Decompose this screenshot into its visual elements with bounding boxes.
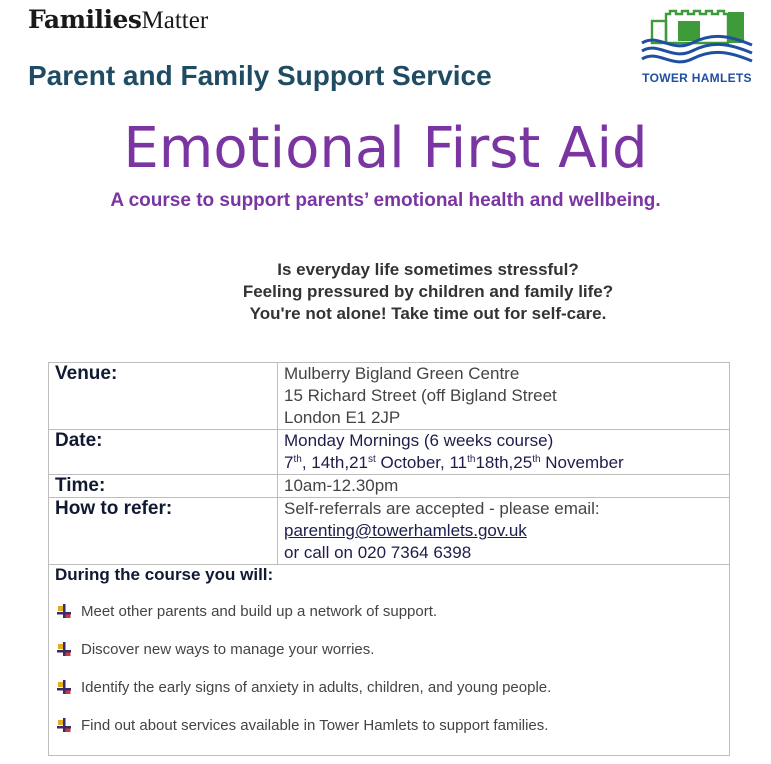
list-item-text: Meet other parents and build up a network of support.: [81, 603, 438, 620]
time-row: [49, 475, 730, 498]
date-dates: [284, 452, 723, 474]
cross-bullet-icon: [57, 604, 71, 618]
intro-line: Feeling pressured by children and family life?: [242, 282, 614, 301]
refer-phone: or call on 020 7364 6398: [284, 543, 472, 562]
service-title: Parent and Family Support Service: [28, 60, 492, 91]
date-part: 18th,25: [475, 453, 533, 472]
time-value: 10am-12.30pm: [278, 475, 730, 498]
date-suffix: th: [293, 454, 302, 465]
list-item: [55, 603, 723, 641]
date-line: Monday Mornings (6 weeks course): [284, 431, 554, 450]
venue-line: 15 Richard Street (off Bigland Street: [284, 386, 557, 405]
list-item-text: Discover new ways to manage your worries.: [81, 641, 375, 658]
cross-bullet-icon: [57, 680, 71, 694]
date-part: November: [540, 453, 624, 472]
course-row: [49, 565, 730, 756]
refer-label: How to refer:: [49, 498, 278, 565]
refer-line: Self-referrals are accepted - please email:: [284, 499, 600, 518]
date-part: , 14th,21: [301, 453, 368, 472]
course-heading: During the course you will:: [55, 565, 274, 584]
venue-value: [278, 363, 730, 430]
list-item: [55, 717, 723, 755]
time-label: Time:: [49, 475, 278, 498]
tower-hamlets-logo: [636, 7, 758, 89]
refer-email-link[interactable]: parenting@towerhamlets.gov.uk: [284, 521, 527, 540]
list-item-text: Identify the early signs of anxiety in adults, children, and young people.: [81, 679, 552, 696]
cross-bullet-icon: [57, 642, 71, 656]
logo-text: TOWER HAMLETS: [642, 71, 752, 85]
intro-line: You're not alone! Take time out for self-care.: [249, 304, 607, 323]
families-matter-brand: [28, 5, 208, 35]
venue-label: Venue:: [49, 363, 278, 430]
brand-matter: Matter: [141, 7, 209, 34]
list-item-text: Find out about services available in Tower Hamlets to support families.: [81, 717, 549, 734]
course-details-table: [48, 362, 730, 756]
list-item: [55, 641, 723, 679]
intro-questions: [136, 259, 720, 325]
date-value: [278, 430, 730, 475]
refer-row: [49, 498, 730, 565]
page-title: Emotional First Aid: [123, 116, 648, 181]
date-part: October, 11: [375, 453, 468, 472]
castle-waves-icon: [636, 7, 758, 71]
course-list: [55, 603, 723, 755]
page-subtitle: A course to support parents’ emotional health and wellbeing.: [110, 190, 661, 211]
date-suffix: th: [532, 454, 541, 465]
refer-value: [278, 498, 730, 565]
venue-line: London E1 2JP: [284, 408, 401, 427]
venue-row: [49, 363, 730, 430]
intro-line: Is everyday life sometimes stressful?: [277, 260, 579, 279]
list-item: [55, 679, 723, 717]
date-label: Date:: [49, 430, 278, 475]
date-row: [49, 430, 730, 475]
cross-bullet-icon: [57, 718, 71, 732]
date-suffix: th: [467, 454, 476, 465]
venue-line: Mulberry Bigland Green Centre: [284, 364, 520, 383]
date-part: 7: [284, 453, 294, 472]
brand-families: Families: [28, 5, 142, 34]
date-suffix: st: [367, 454, 376, 465]
course-cell: [49, 565, 730, 756]
